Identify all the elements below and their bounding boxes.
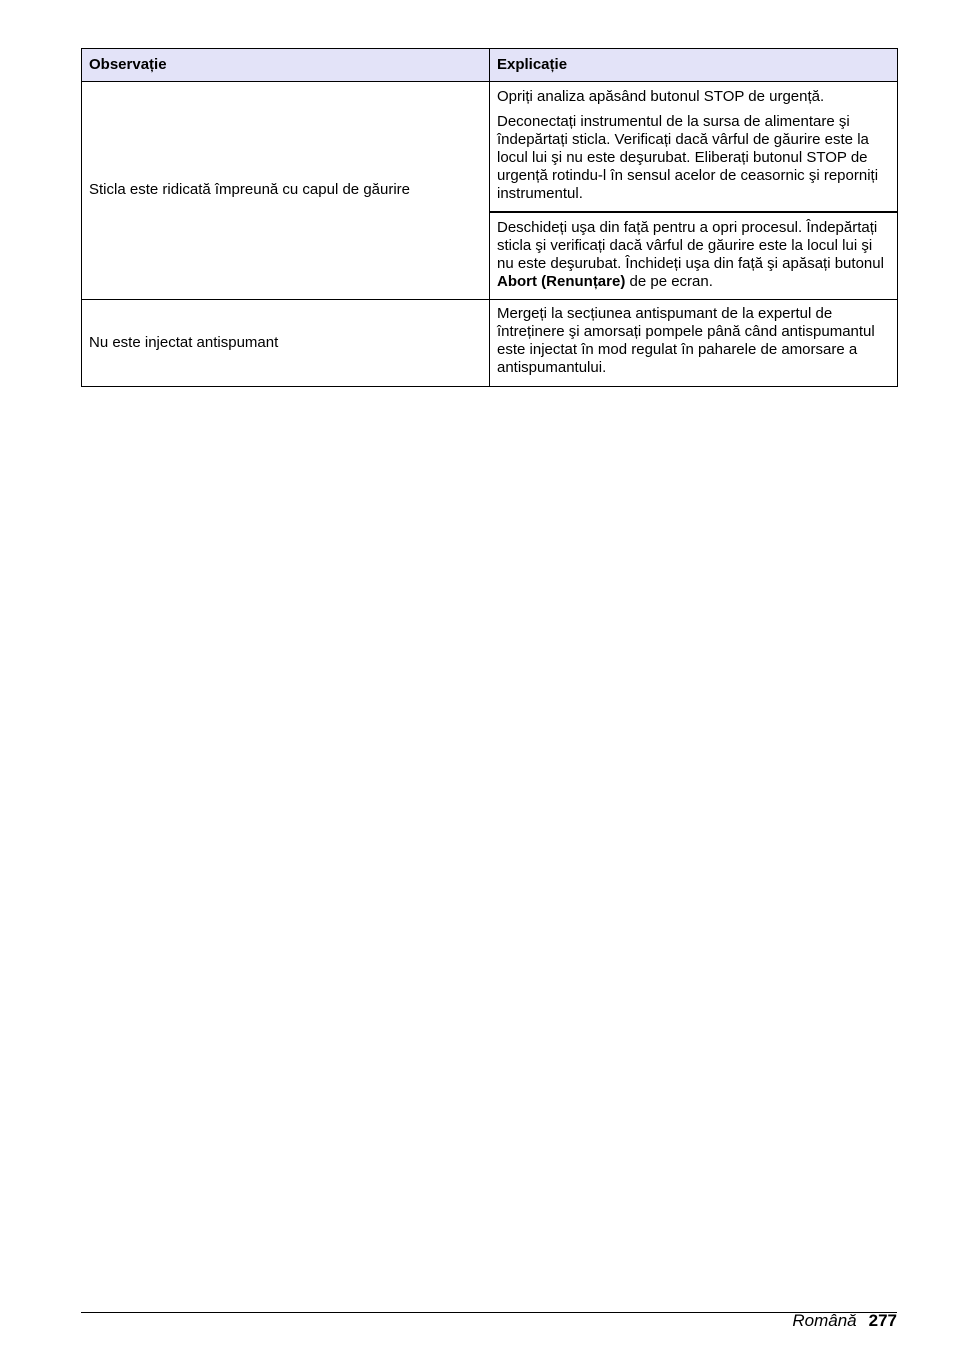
footer-language: Română — [792, 1311, 857, 1330]
explanation-cell — [490, 212, 898, 300]
explanation-text: de pe ecran. — [625, 273, 713, 290]
observation-cell: Nu este injectat antispumant — [82, 300, 490, 387]
page-footer — [792, 1311, 897, 1331]
table-row — [82, 300, 898, 387]
troubleshooting-table — [81, 48, 898, 387]
footer-divider — [81, 1312, 897, 1313]
header-observation: Observație — [82, 49, 490, 82]
page-number: 277 — [868, 1311, 897, 1330]
table-header — [82, 49, 898, 82]
explanation-text: Deschideți uşa din față pentru a opri procesul. Îndepărtați sticla şi verificați dacă vârful de găurire este la locul lui şi nu este deşurubat. Închideți uşa din față şi apăsați butonul — [497, 219, 884, 272]
explanation-cell — [490, 82, 898, 213]
table-body — [82, 82, 898, 387]
explanation-paragraph: Opriți analiza apăsând butonul STOP de urgență. — [497, 88, 825, 105]
observation-cell: Sticla este ridicată împreună cu capul de găurire — [82, 82, 490, 300]
header-explanation: Explicație — [490, 49, 898, 82]
table-row — [82, 82, 898, 213]
explanation-paragraph: Deconectați instrumentul de la sursa de alimentare şi îndepărtați sticla. Verificați dacă vârful de găurire este la locul lui şi nu este deşurubat. Eliberați butonul STOP de urgență rotindu-l în sensul acelor de ceasornic şi reporniți instrumentul. — [497, 113, 879, 202]
explanation-cell: Mergeți la secțiunea antispumant de la expertul de întreținere şi amorsați pompele până când antispumantul este injectat în mod regulat în paharele de amorsare a antispumantului. — [490, 300, 898, 387]
table-header-row — [82, 49, 898, 82]
abort-button-label: Abort (Renunțare) — [497, 273, 626, 290]
